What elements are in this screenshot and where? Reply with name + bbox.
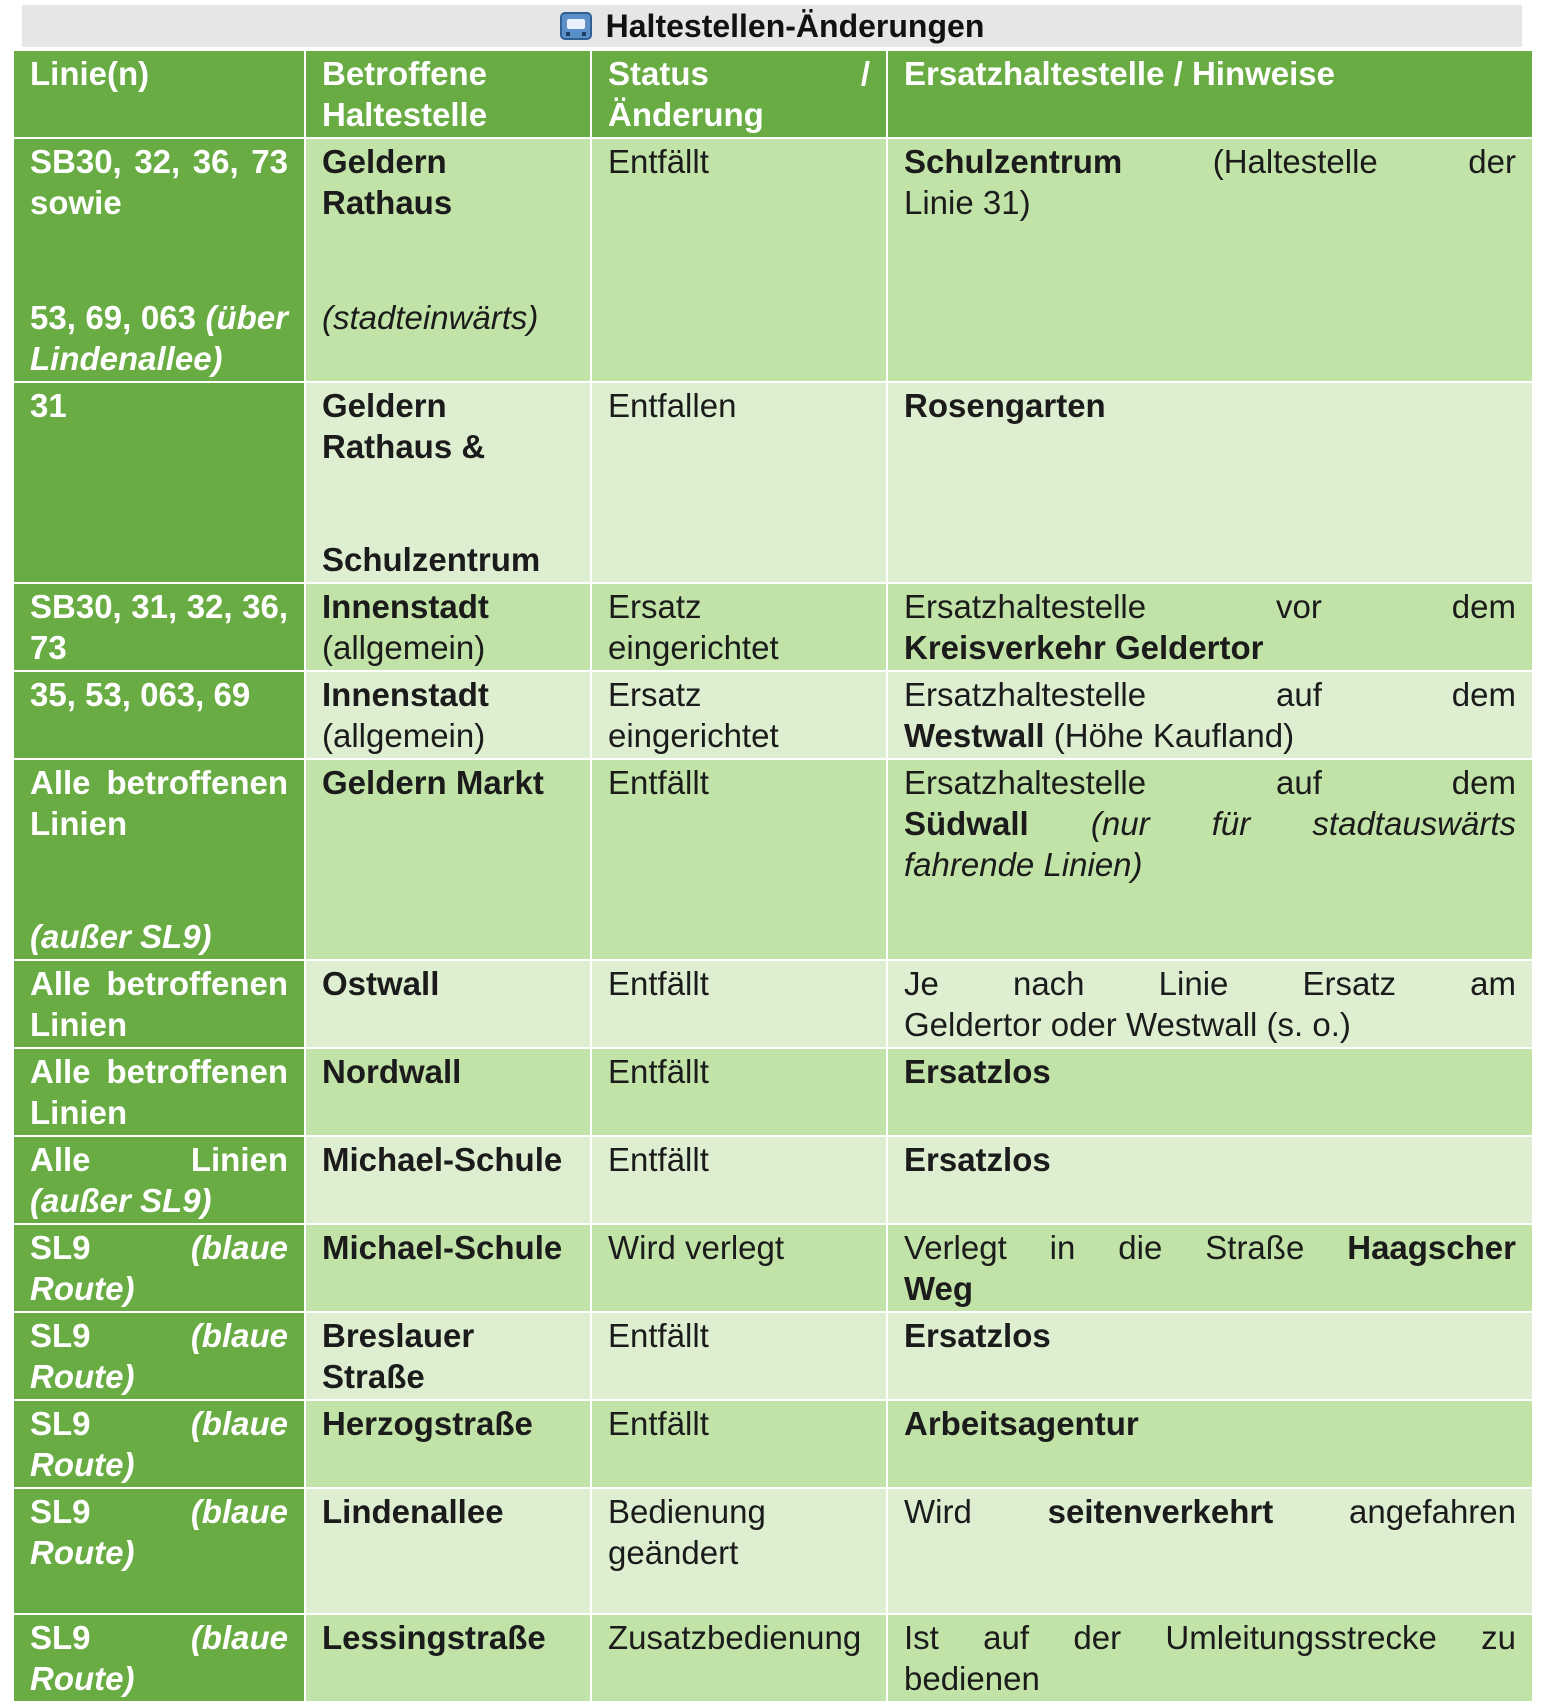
table-row: [13, 671, 1533, 759]
row-notes: Verlegt in die Straße Haagscher Weg: [887, 1224, 1533, 1312]
row-notes: Rosengarten: [887, 382, 1533, 583]
row-stop: Innenstadt (allgemein): [305, 671, 591, 759]
row-stop: Geldern Rathaus (stadteinwärts): [305, 138, 591, 382]
row-stop: Geldern Markt: [305, 759, 591, 960]
table-row: [13, 759, 1533, 960]
row-notes: Ersatzhaltestelle vor dem Kreisverkehr Geldertor: [887, 583, 1533, 671]
table-header-row: [13, 50, 1533, 138]
row-stop: Ostwall: [305, 960, 591, 1048]
row-stop: Breslauer Straße: [305, 1312, 591, 1400]
table-row: [13, 1614, 1533, 1702]
table-row: [13, 1488, 1533, 1614]
row-lines: Alle betroffenen Linien: [13, 960, 305, 1048]
row-lines: SL9 (blaue Route): [13, 1224, 305, 1312]
row-status: Entfällt: [591, 759, 887, 960]
row-status: Ersatz eingerichtet: [591, 583, 887, 671]
row-notes: Ist auf der Umleitungsstrecke zu bedienen: [887, 1614, 1533, 1702]
table-row: [13, 138, 1533, 382]
table-title: Haltestellen-Änderungen: [605, 7, 985, 44]
row-status: Zusatzbedienung: [591, 1614, 887, 1702]
row-notes: Je nach Linie Ersatz am Geldertor oder Westwall (s. o.): [887, 960, 1533, 1048]
row-lines: Alle betroffenen Linien: [13, 1048, 305, 1136]
row-lines: 35, 53, 063, 69: [13, 671, 305, 759]
table-title-bar: [22, 5, 1522, 47]
row-lines: SL9 (blaue Route): [13, 1488, 305, 1614]
row-notes: Ersatzlos: [887, 1312, 1533, 1400]
row-status: Wird verlegt: [591, 1224, 887, 1312]
row-lines: SL9 (blaue Route): [13, 1614, 305, 1702]
row-stop: Innenstadt (allgemein): [305, 583, 591, 671]
stop-changes-table: [12, 49, 1534, 1703]
row-stop: Lindenallee: [305, 1488, 591, 1614]
row-notes: Ersatzhaltestelle auf dem Südwall (nur für stadtauswärts fahrende Linien): [887, 759, 1533, 960]
row-stop: Nordwall: [305, 1048, 591, 1136]
row-notes: Schulzentrum (Haltestelle der Linie 31): [887, 138, 1533, 382]
row-stop: Lessingstraße: [305, 1614, 591, 1702]
row-status: Entfällt: [591, 1400, 887, 1488]
row-status: Entfallen: [591, 382, 887, 583]
table-row: [13, 1312, 1533, 1400]
row-notes: Ersatzlos: [887, 1048, 1533, 1136]
table-row: [13, 960, 1533, 1048]
table-row: [13, 382, 1533, 583]
row-lines: Alle Linien (außer SL9): [13, 1136, 305, 1224]
row-stop: Herzogstraße: [305, 1400, 591, 1488]
row-lines: 31: [13, 382, 305, 583]
table-row: [13, 583, 1533, 671]
table-row: [13, 1136, 1533, 1224]
row-lines: SL9 (blaue Route): [13, 1400, 305, 1488]
row-status: Entfällt: [591, 960, 887, 1048]
row-status: Entfällt: [591, 1048, 887, 1136]
row-status: Bedienung geändert: [591, 1488, 887, 1614]
row-notes: Arbeitsagentur: [887, 1400, 1533, 1488]
row-notes: Ersatzhaltestelle auf dem Westwall (Höhe Kaufland): [887, 671, 1533, 759]
row-notes: Ersatzlos: [887, 1136, 1533, 1224]
row-lines: SL9 (blaue Route): [13, 1312, 305, 1400]
table-row: [13, 1400, 1533, 1488]
header-status: Status / Änderung: [591, 50, 887, 138]
row-stop: Michael-Schule: [305, 1136, 591, 1224]
row-status: Entfällt: [591, 1312, 887, 1400]
header-notes: Ersatzhaltestelle / Hinweise: [887, 50, 1533, 138]
row-lines: SB30, 32, 36, 73 sowie 53, 69, 063 (über Lindenallee): [13, 138, 305, 382]
row-stop: Michael-Schule: [305, 1224, 591, 1312]
row-stop: Geldern Rathaus & Schulzentrum: [305, 382, 591, 583]
header-stop: Betroffene Haltestelle: [305, 50, 591, 138]
row-status: Entfällt: [591, 1136, 887, 1224]
row-status: Entfällt: [591, 138, 887, 382]
row-lines: Alle betroffenen Linien (außer SL9): [13, 759, 305, 960]
table-row: [13, 1048, 1533, 1136]
row-lines: SB30, 31, 32, 36, 73: [13, 583, 305, 671]
row-notes: Wird seitenverkehrt angefahren: [887, 1488, 1533, 1614]
bus-stop-icon: [560, 12, 592, 40]
header-lines: Linie(n): [13, 50, 305, 138]
row-status: Ersatz eingerichtet: [591, 671, 887, 759]
table-row: [13, 1224, 1533, 1312]
